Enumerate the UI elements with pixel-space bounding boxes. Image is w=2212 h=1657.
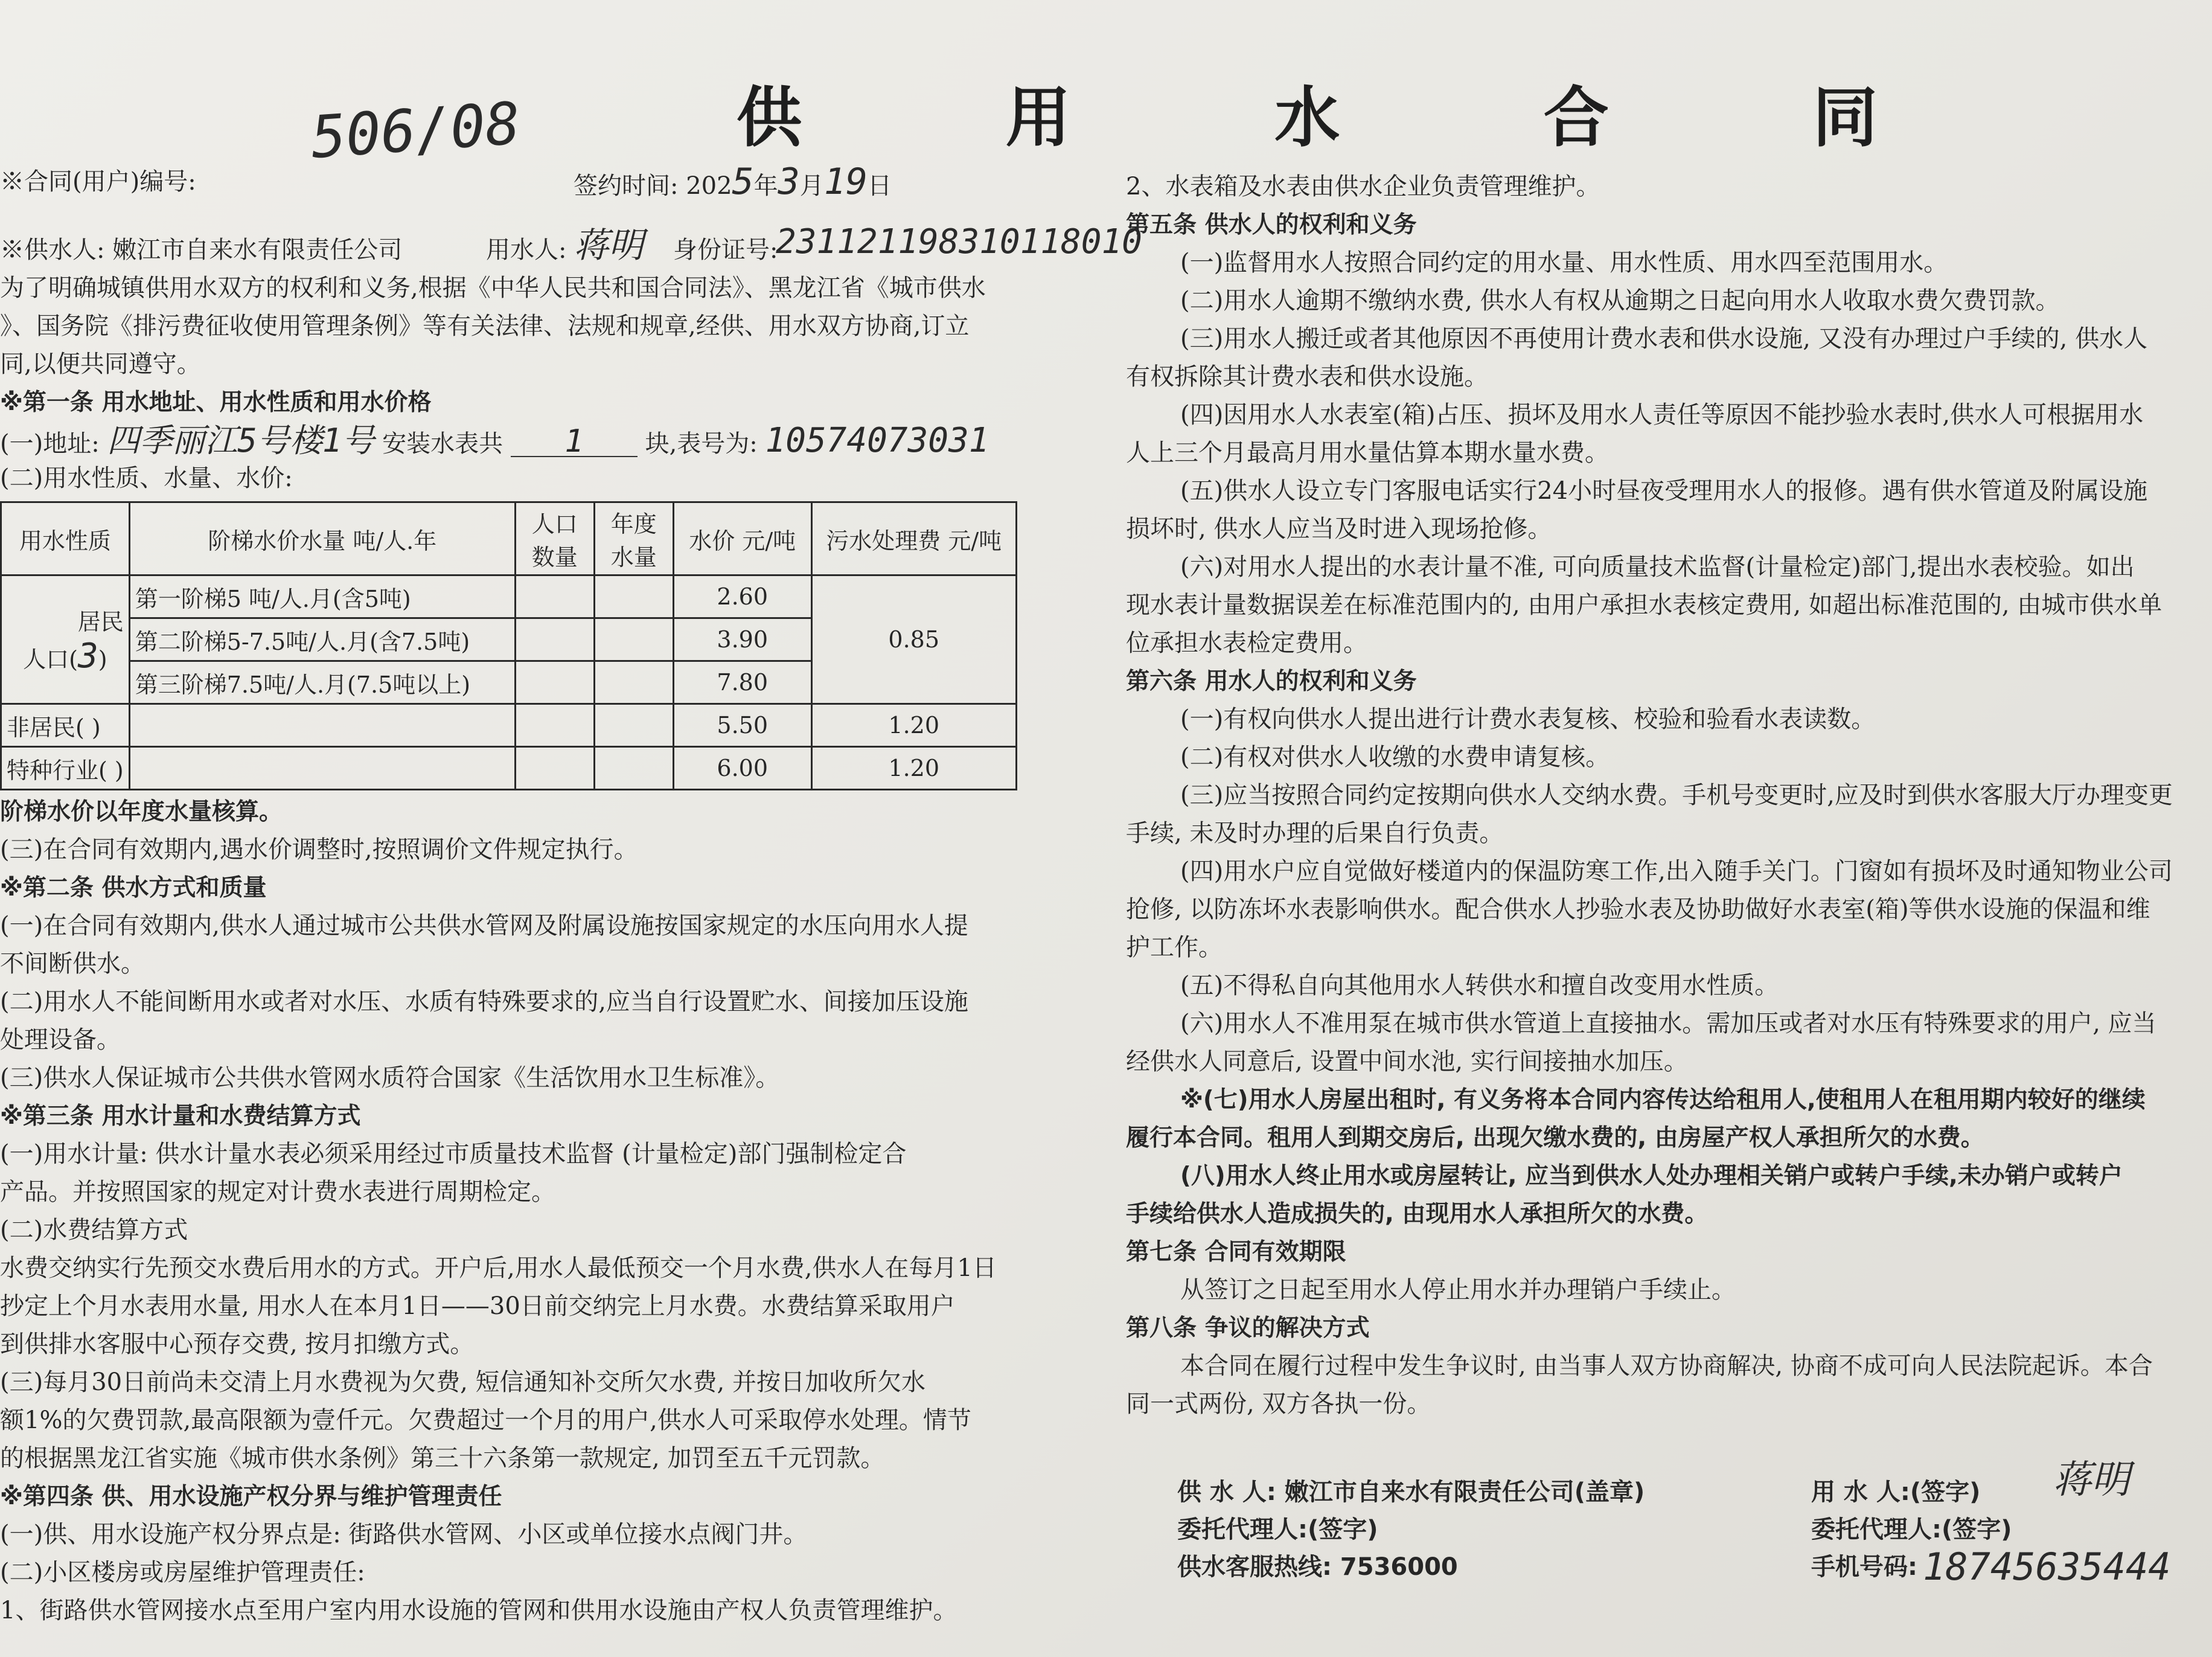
table-header: 用水性质 [1,502,130,575]
tier-price: 3.90 [673,618,811,661]
population-suffix: ) [98,646,107,673]
clause-heading: 第八条 争议的解决方式 [1126,1315,1370,1342]
clause-line: (二)水费结算方式 [0,1216,188,1244]
clause-heading: ※第四条 供、用水设施产权分界与维护管理责任 [0,1483,502,1510]
table-header: 污水处理费 元/吨 [811,502,1016,575]
clause-line: (五)供水人设立专门客服电话实行24小时昼夜受理用水人的报修。遇有供水管道及附属设施 [1180,477,2148,505]
table-row [1,747,1017,790]
clause-line: (一)监督用水人按照合同约定的用水量、用水性质、用水四至范围用水。 [1180,249,1948,277]
contract-no-label: ※合同(用户)编号: [0,168,196,196]
clause-line: 抢修, 以防冻坏水表影响供水。配合供水人抄验水表及协助做好水表室(箱)等供水设施的保温和维 [1126,896,2150,923]
clause-line: 水费交纳实行先预交水费后用水的方式。开户后,用水人最低预交一个月水费,供水人在每月1日 [0,1254,997,1282]
clause-line: (一)有权向供水人提出进行计费水表复核、校验和验看水表读数。 [1180,705,1876,733]
resident-label: 居民 [77,609,124,635]
clause-line: 从签订之日起至用水人停止用水并办理销户手续止。 [1180,1276,1736,1304]
empty-cell [594,704,673,747]
address-label: (一)地址: [0,430,100,458]
clause-line: (四)因用水人水表室(箱)占压、损坏及用水人责任等原因不能抄验水表时,供水人可根据用水 [1180,401,2144,429]
supplier-agent-line: 委托代理人:(签字) [1177,1516,1378,1543]
clause-line: (一)供、用水设施产权分界点是: 街路供水管网、小区或单位接水点阀门井。 [0,1521,808,1548]
clause-line: 位承担水表检定费用。 [1126,629,1367,657]
clause-line: 额1%的欠费罚款,最高限额为壹仟元。欠费超过一个月的用户,供水人可采取停水处理。情节 [0,1406,971,1434]
month-value: 3 [778,161,800,203]
clause-line: 的根据黑龙江省实施《城市供水条例》第三十六条第一款规定, 加罚至五千元罚款。 [0,1444,885,1472]
user-signature-block [1811,1458,2171,1589]
left-column [0,161,1142,1630]
clause-line: 经供水人同意后, 设置中间水池, 实行间接抽水加压。 [1126,1048,1688,1075]
id-number: 231121198310118010 [776,222,1142,261]
empty-cell [129,747,515,790]
population-count-cell [515,661,594,704]
population-value: 3 [78,636,98,676]
clause-heading: ※第三条 用水计量和水费结算方式 [0,1103,361,1130]
table-row [1,575,1017,618]
clause-line: (六)对用水人提出的水表计量不准, 可向质量技术监督(计量检定)部门,提出水表校验。如出 [1180,553,2135,581]
annual-volume-cell [594,618,673,661]
clause-line: (一)在合同有效期内,供水人通过城市公共供水管网及附属设施按国家规定的水压向用水人提 [0,912,968,940]
user-signature: 蒋明 [2053,1458,2130,1502]
clause-line: (三)供水人保证城市公共供水管网水质符合国家《生活饮用水卫生标准》。 [0,1064,780,1092]
article-1-sub2: (二)用水性质、水量、水价: [0,464,293,492]
water-price-table [0,501,1017,790]
clause-line: 处理设备。 [0,1026,121,1054]
clause-line: 不间断供水。 [0,950,145,978]
clause-line: (三)每月30日前尚未交清上月水费视为欠费, 短信通知补交所欠水费, 并按日加收所欠水 [0,1368,925,1396]
user-label: 用水人: [486,236,567,264]
phone-line [1811,1545,2171,1589]
clause-heading: 履行本合同。租用人到期交房后, 出现欠缴水费的, 由房屋产权人承担所欠的水费。 [1126,1124,1984,1152]
clause-line: 人上三个月最高月用水量估算本期水量水费。 [1126,439,1609,467]
clause-line: 到供排水客服中心预存交费, 按月扣缴方式。 [0,1330,475,1358]
clause-heading: 阶梯水价以年度水量核算。 [0,798,283,825]
contract-number-line [0,163,1026,201]
clause-line: (四)用水户应自觉做好楼道内的保温防寒工作,出入随手关门。门窗如有损坏及时通知物业公司 [1180,857,2173,885]
annual-volume-cell [594,661,673,704]
population-count-cell [515,575,594,618]
clause-line: (二)用水人不能间断用水或者对水压、水质有特殊要求的,应当自行设置贮水、间接加压设施 [0,988,968,1016]
preamble-line: 同,以便共同遵守。 [0,350,201,378]
clause-line: (三)应当按照合同约定按期向供水人交纳水费。手机号变更时,应及时到供水客服大厅办理变更 [1180,781,2173,809]
clause-line: (一)用水计量: 供水计量水表必须采用经过市质量技术监督 (计量检定)部门强制检定合 [0,1140,907,1168]
clause-line: (五)不得私自向其他用水人转供水和擅自改变用水性质。 [1180,972,1779,999]
user-sign-label: 用 水 人:(签字) [1811,1478,1981,1506]
sign-time [574,163,892,205]
category-price: 5.50 [673,704,811,747]
preamble-line: 》、国务院《排污费征收使用管理条例》等有关法律、法规和规章,经供、用水双方协商,订立 [0,312,970,340]
clause-line: 1、街路供水管网接水点至用户室内用水设施的管网和供用水设施由产权人负责管理维护。 [0,1597,957,1624]
population-count-cell [515,618,594,661]
tier-label: 第二阶梯5-7.5吨/人.月(含7.5吨) [129,618,515,661]
supplier-signature-block [1177,1473,1645,1586]
clause-line: 损坏时, 供水人应当及时进入现场抢修。 [1126,515,1552,543]
annual-volume-cell [594,575,673,618]
clause-line: 护工作。 [1126,934,1223,961]
clause-line: (二)小区楼房或房屋维护管理责任: [0,1559,365,1586]
clause-line: 抄定上个月水表用水量, 用水人在本月1日——30日前交纳完上月水费。水费结算采取用户 [0,1292,955,1320]
user-agent-line: 委托代理人:(签字) [1811,1516,2012,1543]
table-header-row [1,502,1017,575]
tier-sewage: 0.85 [811,575,1016,704]
clause-heading: 第五条 供水人的权利和义务 [1126,211,1417,239]
page-title: 供 用 水 合 同 [737,80,1969,156]
hotline-line: 供水客服热线: 7536000 [1177,1553,1458,1581]
day-suffix: 日 [868,172,892,200]
population-prefix: 人口( [23,646,78,673]
tier-label: 第三阶梯7.5吨/人.月(7.5吨以上) [129,661,515,704]
table-header: 阶梯水价水量 吨/人.年 [129,502,515,575]
category-sewage: 1.20 [811,704,1016,747]
phone-label: 手机号码: [1811,1553,1917,1581]
category-label: 特种行业( ) [1,747,130,790]
category-price: 6.00 [673,747,811,790]
category-label: 非居民( ) [1,704,130,747]
meter-count: 1 [511,427,638,457]
year-digit: 5 [732,161,754,203]
table-header: 年度水量 [594,502,673,575]
clause-line: 手续, 未及时办理的后果自行负责。 [1126,819,1504,847]
handwritten-code: 506/08 [308,89,523,171]
address-line [0,421,1026,460]
clause-heading: 第七条 合同有效期限 [1126,1239,1346,1266]
meter-unit-label: 块,表号为: [645,430,758,458]
table-row [1,704,1017,747]
meter-number: 10574073031 [765,421,989,460]
day-value: 19 [823,161,868,203]
sign-time-prefix: 签约时间: 202 [574,172,732,200]
resident-cell [1,575,130,704]
supplier-label: ※供水人: 嫩江市自来水有限责任公司 [0,236,403,264]
id-label: 身份证号: [673,236,778,264]
tier-price: 7.80 [673,661,811,704]
clause-line: 本合同在履行过程中发生争议时, 由当事人双方协商解决, 协商不成可向人民法院起诉。本合 [1180,1352,2153,1380]
clause-line: (三)用水人搬迁或者其他原因不再使用计费水表和供水设施, 又没有办理过户手续的, 供水人 [1180,325,2148,353]
phone-number: 18745635444 [1923,1545,2171,1589]
article-1-heading: ※第一条 用水地址、用水性质和用水价格 [0,389,432,416]
clause-line: 现水表计量数据误差在标准范围内的, 由用户承担水表核定费用, 如超出标准范围的, 由城市供水单 [1126,591,2162,619]
month-suffix: 月 [799,172,824,200]
user-line [1811,1458,2130,1511]
clause-heading: 手续给供水人造成损失的, 由现用水人承担所欠的水费。 [1126,1200,1709,1228]
preamble-line: 为了明确城镇供用水双方的权利和义务,根据《中华人民共和国合同法》、黑龙江省《城市供水 [0,274,986,302]
right-column [1126,168,2212,1423]
empty-cell [129,704,515,747]
clause-heading: (八)用水人终止用水或房屋转让, 应当到供水人处办理相关销户或转户手续,未办销户或转户 [1180,1162,2123,1190]
parties-line [0,222,1142,269]
clause-line: (六)用水人不准用泵在城市供水管道上直接抽水。需加压或者对水压有特殊要求的用户, 应当 [1180,1010,2156,1037]
table-header: 人口数量 [515,502,594,575]
meter-mid-label: 安装水表共 [382,430,503,458]
clause-line: (二)用水人逾期不缴纳水费, 供水人有权从逾期之日起向用水人收取水费欠费罚款。 [1180,287,2060,315]
left-clauses [0,793,1026,1630]
clause-line: 产品。并按照国家的规定对计费水表进行周期检定。 [0,1178,555,1206]
clause-heading: ※第二条 供水方式和质量 [0,874,267,902]
tier-price: 2.60 [673,575,811,618]
clause-line: 有权拆除其计费水表和供水设施。 [1126,363,1488,391]
supplier-line: 供 水 人: 嫩江市自来水有限责任公司(盖章) [1177,1478,1645,1506]
empty-cell [594,747,673,790]
empty-cell [515,747,594,790]
clause-line: 同一式两份, 双方各执一份。 [1126,1390,1431,1418]
year-suffix: 年 [753,172,778,200]
clause-line: (二)有权对供水人收缴的水费申请复核。 [1180,743,1610,771]
tier-label: 第一阶梯5 吨/人.月(含5吨) [129,575,515,618]
population-cell [7,636,124,676]
clause-line: 2、水表箱及水表由供水企业负责管理维护。 [1126,173,1600,200]
table-header: 水价 元/吨 [673,502,811,575]
address-value: 四季丽江5号楼1号 [107,421,375,460]
empty-cell [515,704,594,747]
clause-heading: 第六条 用水人的权利和义务 [1126,668,1417,695]
user-name: 蒋明 [574,225,644,266]
category-sewage: 1.20 [811,747,1016,790]
clause-line: (三)在合同有效期内,遇水价调整时,按照调价文件规定执行。 [0,836,638,864]
clause-heading: ※(七)用水人房屋出租时, 有义务将本合同内容传达给租用人,使租用人在租用期内较好的继续 [1180,1086,2146,1114]
